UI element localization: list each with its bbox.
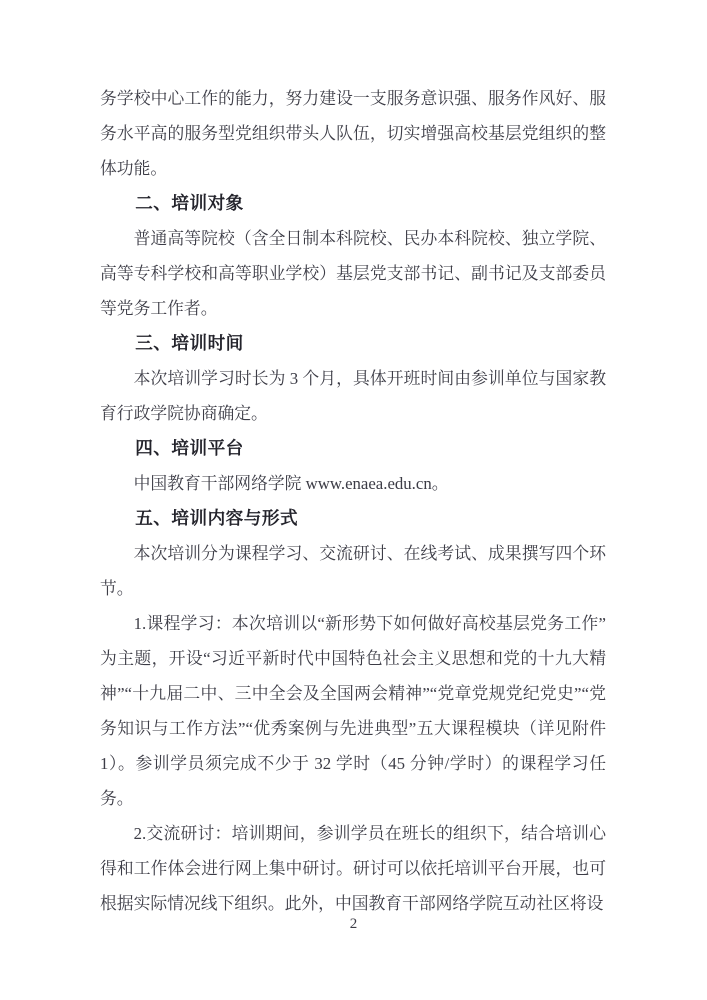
paragraph: 普通高等院校（含全日制本科院校、民办本科院校、独立学院、高等专科学校和高等职业学校）基层党支部书记、副书记及支部委员等党务工作者。 — [100, 229, 606, 318]
paragraph: 中国教育干部网络学院 www.enaea.edu.cn。 — [133, 474, 449, 493]
paragraph: 本次培训学习时长为 3 个月，具体开班时间由参训单位与国家教育行政学院协商确定。 — [100, 369, 606, 423]
section-heading-2: 三、培训时间 — [135, 333, 244, 353]
paragraph-continued: 务学校中心工作的能力，努力建设一支服务意识强、服务作风好、服务水平高的服务型党组织带头人队伍，切实增强高校基层党组织的整体功能。 — [100, 89, 606, 178]
paragraph: 本次培训分为课程学习、交流研讨、在线考试、成果撰写四个环节。 — [100, 544, 606, 598]
document-body — [100, 81, 606, 921]
paragraph: 1.课程学习：本次培训以“新形势下如何做好高校基层党务工作”为主题，开设“习近平新时代中国特色社会主义思想和党的十九大精神”“十九届二中、三中全会及全国两会精神”“党章党规党纪党史”“党务知识与工作方法”“优秀案例与先进典型”五大课程模块（详见附件 1）。参训学员须完成不少于 32 学时（45 分钟/学时）的课程学习任务。 — [100, 614, 606, 808]
section-heading-4: 五、培训内容与形式 — [135, 508, 299, 528]
section-heading-1: 二、培训对象 — [135, 193, 244, 213]
section-heading-3: 四、培训平台 — [135, 438, 244, 458]
page-number: 2 — [349, 916, 358, 932]
paragraph: 2.交流研讨：培训期间，参训学员在班长的组织下，结合培训心得和工作体会进行网上集中研讨。研讨可以依托培训平台开展，也可根据实际情况线下组织。此外，中国教育干部网络学院互动社区将设 — [100, 824, 606, 913]
